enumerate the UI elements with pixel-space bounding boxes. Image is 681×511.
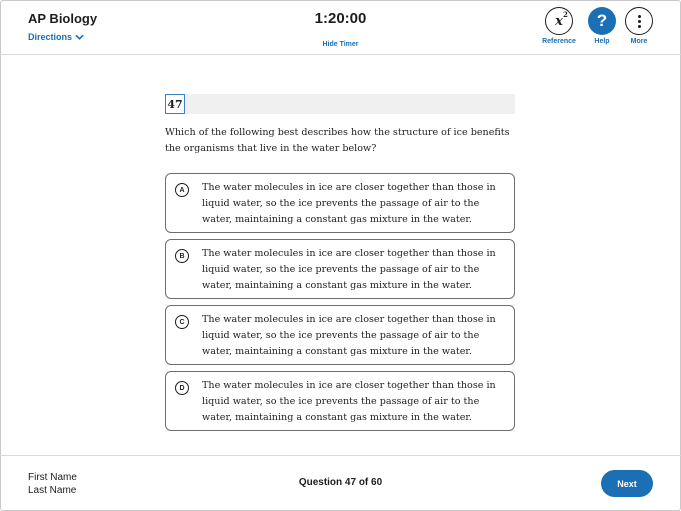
bottom-bar <box>0 455 681 511</box>
formula-icon: x 2 <box>545 7 573 35</box>
help-button[interactable] <box>587 7 617 45</box>
question-stem: Which of the following best describes how the structure of ice benefits the organisms that live in the water below? <box>165 127 510 154</box>
choice-letter-b: B <box>175 249 189 263</box>
app-title: AP Biology <box>28 11 98 26</box>
last-name: Last Name <box>28 485 77 496</box>
first-name: First Name <box>28 472 77 483</box>
answer-choice-a[interactable] <box>165 173 515 233</box>
reference-button[interactable] <box>539 7 579 45</box>
question-header-bar <box>165 94 515 114</box>
directions-label: Directions <box>28 32 73 42</box>
choice-letter-c: C <box>175 315 189 329</box>
answer-choice-d[interactable] <box>165 371 515 431</box>
next-button[interactable]: Next <box>601 470 653 497</box>
more-label: More <box>630 38 648 45</box>
choice-text-c: The water molecules in ice are closer together than those in liquid water, so the ice prevents the passage of air to the water, maintaining a constant gas mixture in the water. <box>202 314 496 357</box>
choice-text-a: The water molecules in ice are closer together than those in liquid water, so the ice prevents the passage of air to the water, maintaining a constant gas mixture in the water. <box>202 182 496 225</box>
help-label: Help <box>594 38 610 45</box>
choice-letter-d: D <box>175 381 189 395</box>
more-vertical-icon <box>625 7 653 35</box>
answer-choice-b[interactable] <box>165 239 515 299</box>
question-counter[interactable]: Question 47 of 60 <box>298 477 383 488</box>
question-number: 47 <box>165 94 185 114</box>
more-button[interactable] <box>623 7 655 45</box>
answer-choice-c[interactable] <box>165 305 515 365</box>
reference-label: Reference <box>542 38 576 45</box>
choice-text-b: The water molecules in ice are closer together than those in liquid water, so the ice prevents the passage of air to the water, maintaining a constant gas mixture in the water. <box>202 248 496 291</box>
top-bar <box>0 0 681 55</box>
choice-text-d: The water molecules in ice are closer together than those in liquid water, so the ice prevents the passage of air to the water, maintaining a constant gas mixture in the water. <box>202 380 496 423</box>
help-icon: ? <box>588 7 616 35</box>
choice-letter-a: A <box>175 183 189 197</box>
timer-display: 1:20:00 <box>314 10 367 27</box>
hide-timer-button[interactable]: Hide Timer <box>322 41 359 48</box>
